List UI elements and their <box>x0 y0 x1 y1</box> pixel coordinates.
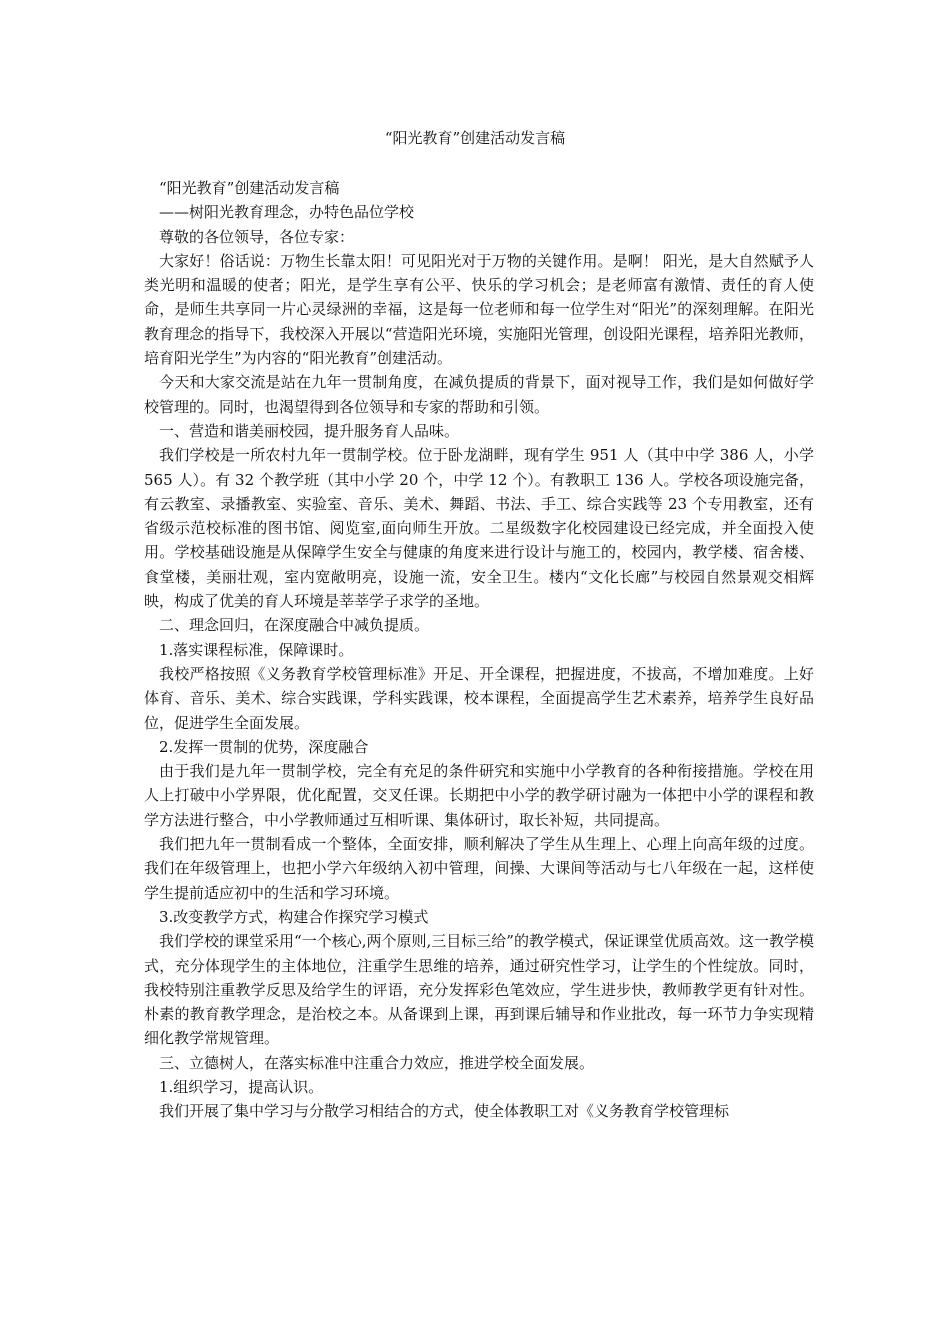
salutation: 尊敬的各位领导，各位专家： <box>159 227 355 246</box>
subsection-heading-3-1: 1.组织学习，提高认识。 <box>159 1077 324 1096</box>
paragraph-integration: 由于我们是九年一贯制学校，完全有充足的条件研究和实施中小学教育的各种衔接措施。学校在用人上打破中小学界限，优化配置，交叉任课。长期把中小学的教学研讨融为一体把中小学的课程和教学方法进行整合，中小学教师通过互相听课、集体研讨，取长补短，共同提高。 <box>144 762 814 829</box>
paragraph-study: 我们开展了集中学习与分散学习相结合的方式，使全体教职工对《义务教育学校管理标 <box>159 1102 730 1121</box>
section-heading-2: 二、理念回归，在深度融合中减负提质。 <box>159 616 430 635</box>
paragraph-grade-management: 我们把九年一贯制看成一个整体，全面安排，顺利解决了学生从生理上、心理上向高年级的过度。我们在年级管理上，也把小学六年级纳入初中管理，间操、大课间等活动与七八年级在一起，这样使学生提前适应初中的生活和学习环境。 <box>144 835 814 902</box>
subtitle-line: “阳光教育”创建活动发言稿 <box>159 179 340 197</box>
subsection-heading-2-1: 1.落实课程标准，保障课时。 <box>159 640 354 659</box>
theme-line: ——树阳光教育理念，办特色品位学校 <box>159 203 415 222</box>
document-body <box>144 176 814 1124</box>
subsection-heading-2-2: 2.发挥一贯制的优势，深度融合 <box>159 737 369 756</box>
paragraph-school-overview: 我们学校是一所农村九年一贯制学校。位于卧龙湖畔，现有学生 951 人（其中中学 386 人，小学 565 人）。有 32 个教学班（其中小学 20 个，中学 12 个）。有教职工 136 人。学校各项设施完备，有云教室、录播教室、实验室、音乐、美术、舞蹈、书法、手工、综合实践等 23 个专用教室，还有省级示范校标准的图书馆、阅览室,面向师生开放。二星级数字化校园建设已经完成，并全面投入使用。学校基础设施是从保障学生安全与健康的角度来进行设计与施工的，校园内，教学楼、宿舍楼、食堂楼，美丽壮观，室内宽敞明亮，设施一流，安全卫生。楼内“文化长廊”与校园自然景观交相辉映，构成了优美的育人环境是莘莘学子求学的圣地。 <box>144 446 814 611</box>
paragraph-teaching-model: 我们学校的课堂采用“一个核心,两个原则,三目标三给”的教学模式，保证课堂优质高效。这一教学模式，充分体现学生的主体地位，注重学生思维的培养，通过研究性学习，让学生的个性绽放。同时，我校特别注重教学反思及给学生的评语，充分发挥彩色笔效应，学生进步快，教师教学更有针对性。朴素的教育教学理念，是治校之本。从备课到上课，再到课后辅导和作业批改，每一环节力争实现精细化教学常规管理。 <box>144 932 814 1048</box>
paragraph-curriculum: 我校严格按照《义务教育学校管理标准》开足、开全课程，把握进度，不拔高，不增加难度。上好体育、音乐、美术、综合实践课，学科实践课，校本课程，全面提高学生艺术素养，培养学生良好品位，促进学生全面发展。 <box>144 664 814 732</box>
paragraph-purpose: 今天和大家交流是站在九年一贯制角度，在减负提质的背景下，面对视导工作，我们是如何做好学校管理的。同时，也渴望得到各位领导和专家的帮助和引领。 <box>144 373 814 416</box>
paragraph-intro: 大家好！俗话说：万物生长靠太阳！可见阳光对于万物的关键作用。是啊！ 阳光，是大自然赋予人类光明和温暖的使者；阳光，是学生享有公平、快乐的学习机会；是老师富有激情、责任的育人使命，是师生共享同一片心灵绿洲的幸福，这是每一位老师和每一位学生对“阳光”的深刻理解。在阳光教育理念的指导下，我校深入开展以“营造阳光环境，实施阳光管理，创设阳光课程，培养阳光教师，培育阳光学生”为内容的“阳光教育”创建活动。 <box>144 251 814 368</box>
subsection-heading-2-3: 3.改变教学方式，构建合作探究学习模式 <box>159 907 429 926</box>
section-heading-3: 三、立德树人，在落实标准中注重合力效应，推进学校全面发展。 <box>159 1053 595 1072</box>
section-heading-1: 一、营造和谐美丽校园，提升服务育人品味。 <box>159 421 460 440</box>
document-title: “阳光教育”创建活动发言稿 <box>384 129 566 147</box>
